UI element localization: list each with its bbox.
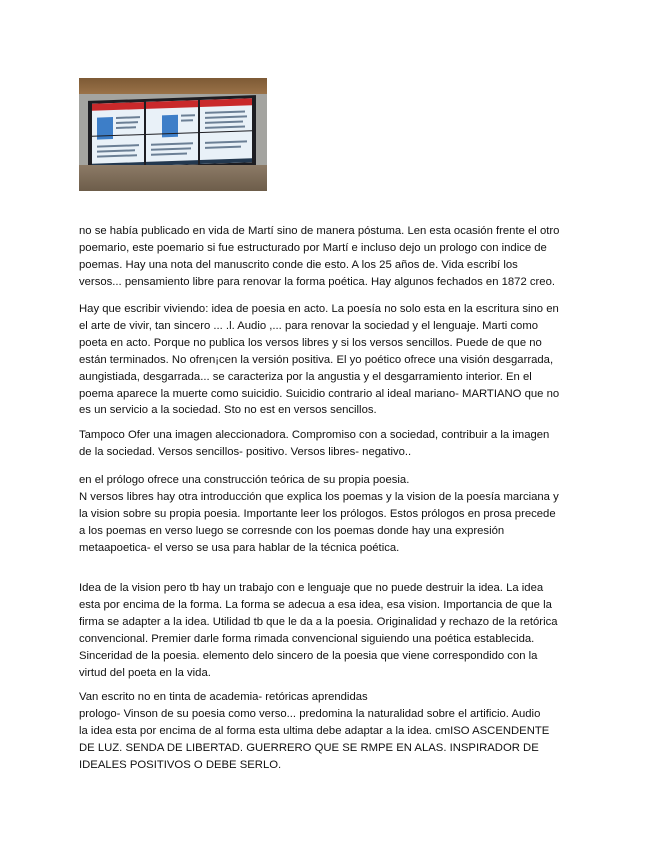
text-line: la idea esta por encima de al forma esta ultima debe adaptar a la idea. cmISO ASCENDENTE bbox=[79, 724, 550, 737]
text-line: virtud del poeta en la vida. bbox=[79, 666, 211, 679]
text-line: Hay que escribir viviendo: idea de poesia en acto. La poesía no solo esta en la escritura sino en bbox=[79, 303, 559, 315]
text-line: poema aparece la muerte como suicidio. Suicidio contrario al ideal mariano- MARTIANO que no bbox=[79, 387, 560, 400]
paragraph-3 bbox=[79, 427, 589, 461]
text-line: poeta en acto. Porque no publica los versos libres y si los versos sencillos. Puede de que no bbox=[79, 336, 542, 349]
text-line: firma se adapter a la idea. Utilidad tb que le da a la poesia. Originalidad y rechazo de la retórica bbox=[79, 615, 558, 628]
video-wall-frame bbox=[88, 95, 256, 173]
text-line: en el prólogo ofrece una construcción teórica de su propia poesia. bbox=[79, 474, 410, 486]
text-line: el arte de vivir, tan sincero ... .l. Audio ,... para renovar la sociedad y el lenguaje. Marti como bbox=[79, 319, 539, 332]
paragraph-4 bbox=[79, 472, 589, 557]
text-line: no se había publicado en vida de Martí sino de manera póstuma. Len esta ocasión frente el otro bbox=[79, 225, 560, 237]
text-line: poemas. Hay una nota del manuscrito conde die esto. A los 25 años de. Vida escribí los bbox=[79, 258, 518, 271]
text-line: están terminados. No ofren¡cen la versión positiva. El yo poético ofrece una visión desgarrada, bbox=[79, 353, 554, 366]
paragraph-2 bbox=[79, 301, 589, 419]
text-line: de la sociedad. Versos sencillos- positivo. Versos libres- negativo.. bbox=[79, 445, 412, 458]
text-line: la vision sobre su propia poesia. Importante leer los prólogos. Estos prólogos en prosa precede bbox=[79, 507, 556, 520]
text-line: poemario, este poemario si fue estructurado por Martí e incluso dejo un prologo con indice de bbox=[79, 241, 547, 254]
text-line: Van escrito no en tinta de academia- retóricas aprendidas bbox=[79, 691, 368, 703]
paragraph-1 bbox=[79, 223, 589, 291]
text-line: a los poemas en verso luego se corresnde con los poemas donde hay una expresión bbox=[79, 524, 505, 537]
text-line: metaapoetica- el verso se usa para hablar de la técnica poética. bbox=[79, 541, 400, 554]
text-line: prologo- Vinson de su poesia como verso... predomina la naturalidad sobre el artificio. Audio bbox=[79, 707, 541, 720]
text-line: Tampoco Ofer una imagen aleccionadora. Compromiso con a sociedad, contribuir a la imagen bbox=[79, 429, 550, 441]
presentation-photo bbox=[79, 78, 267, 191]
text-line: Idea de la vision pero tb hay un trabajo con e lenguaje que no puede destruir la idea. La idea bbox=[79, 582, 544, 594]
text-line: IDEALES POSITIVOS O DEBE SERLO. bbox=[79, 758, 282, 771]
paragraph-6 bbox=[79, 689, 589, 774]
text-line: esta por encima de la forma. La forma se adecua a esa idea, esa vision. Importancia de que la bbox=[79, 598, 552, 611]
text-line: convencional. Premier darle forma rimada convencional siguiendo una poética establecida. bbox=[79, 632, 535, 645]
paragraph-5 bbox=[79, 580, 589, 681]
text-line: es un servicio a la sociedad. Sto no est en versos sencillos. bbox=[79, 404, 377, 417]
text-line: versos... pensamiento libre para renovar la forma poética. Hay algunos fechados en 1872 creo. bbox=[79, 275, 555, 288]
text-line: DE LUZ. SENDA DE LIBERTAD. GUERRERO QUE SE RMPE EN ALAS. INSPIRADOR DE bbox=[79, 741, 539, 754]
photo-wall-top bbox=[79, 78, 267, 94]
photo-floor bbox=[79, 165, 267, 191]
text-line: N versos libres hay otra introducción que explica los poemas y la vision de la poesía marciana y bbox=[79, 490, 559, 503]
text-line: Sinceridad de la poesia. elemento delo sincero de la poesia que viene correspondido con la bbox=[79, 649, 538, 662]
text-line: aungistiada, desgarrada... se caracteriza por la angustia y el desgarramiento interior. En el bbox=[79, 370, 532, 383]
